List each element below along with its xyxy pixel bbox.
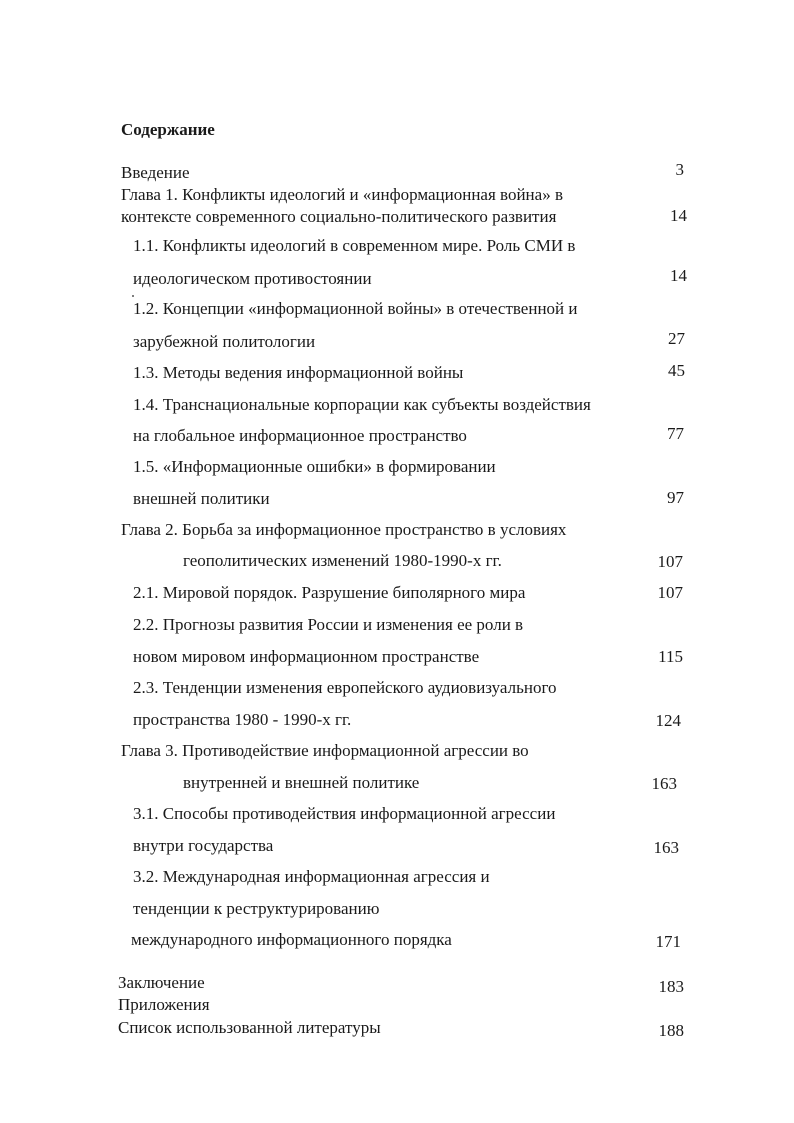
toc-ch2-line1: Глава 2. Борьба за информационное пространство в условиях: [121, 520, 567, 539]
toc-1-1-line2: идеологическом противостоянии: [133, 269, 372, 288]
toc-1-5-line2: внешней политики: [133, 489, 270, 508]
scan-speck: [132, 295, 134, 297]
toc-1-3-line1: 1.3. Методы ведения информационной войны: [133, 363, 464, 382]
toc-ch1-line1: Глава 1. Конфликты идеологий и «информационная война» в: [121, 185, 563, 204]
toc-references-page: 188: [658, 1021, 684, 1040]
toc-1-3-page: 45: [668, 361, 685, 380]
toc-ch3-line1: Глава 3. Противодействие информационной агрессии во: [121, 741, 529, 760]
toc-3-1-line2: внутри государства: [133, 836, 274, 855]
toc-ch2-line2: геополитических изменений 1980-1990-х гг.: [183, 551, 502, 570]
toc-1-5-page: 97: [667, 488, 684, 507]
toc-3-2-line3: международного информационного порядка: [131, 930, 452, 949]
toc-3-2-line2: тенденции к реструктурированию: [133, 899, 380, 918]
toc-ch2-page: 107: [657, 552, 683, 571]
toc-conclusion-label: Заключение: [118, 973, 205, 992]
toc-intro-page: 3: [675, 160, 684, 179]
toc-3-1-page: 163: [653, 838, 679, 857]
toc-ch3-line2: внутренней и внешней политике: [183, 773, 420, 792]
toc-2-1-page: 107: [657, 583, 683, 602]
toc-conclusion-page: 183: [658, 977, 684, 996]
page-title: Содержание: [121, 120, 215, 139]
toc-3-2-line1: 3.2. Международная информационная агрессия и: [133, 867, 490, 886]
toc-ch1-page: 14: [670, 206, 687, 225]
toc-ch3-page: 163: [651, 774, 677, 793]
toc-1-4-page: 77: [667, 424, 684, 443]
toc-appendix-label: Приложения: [118, 995, 210, 1014]
toc-2-3-line2: пространства 1980 - 1990-х гг.: [133, 710, 352, 729]
toc-ch1-line2: контексте современного социально-политического развития: [121, 207, 557, 226]
toc-1-4-line2: на глобальное информационное пространство: [133, 426, 467, 445]
toc-1-5-line1: 1.5. «Информационные ошибки» в формировании: [133, 457, 496, 476]
toc-3-2-page: 171: [655, 932, 681, 951]
toc-1-2-page: 27: [668, 329, 685, 348]
toc-intro-label: Введение: [121, 163, 190, 182]
toc-1-4-line1: 1.4. Транснациональные корпорации как субъекты воздействия: [133, 395, 591, 414]
toc-1-2-line1: 1.2. Концепции «информационной войны» в отечественной и: [133, 299, 578, 318]
toc-2-3-page: 124: [655, 711, 681, 730]
toc-2-2-line2: новом мировом информационном пространстве: [133, 647, 480, 666]
toc-1-1-line1: 1.1. Конфликты идеологий в современном мире. Роль СМИ в: [133, 236, 576, 255]
toc-3-1-line1: 3.1. Способы противодействия информационной агрессии: [133, 804, 556, 823]
toc-1-1-page: 14: [670, 266, 687, 285]
toc-references-label: Список использованной литературы: [118, 1018, 381, 1037]
toc-2-3-line1: 2.3. Тенденции изменения европейского аудиовизуального: [133, 678, 557, 697]
toc-2-2-page: 115: [658, 647, 683, 666]
toc-1-2-line2: зарубежной политологии: [133, 332, 316, 351]
toc-2-2-line1: 2.2. Прогнозы развития России и изменения ее роли в: [133, 615, 524, 634]
toc-2-1-line1: 2.1. Мировой порядок. Разрушение биполярного мира: [133, 583, 526, 602]
